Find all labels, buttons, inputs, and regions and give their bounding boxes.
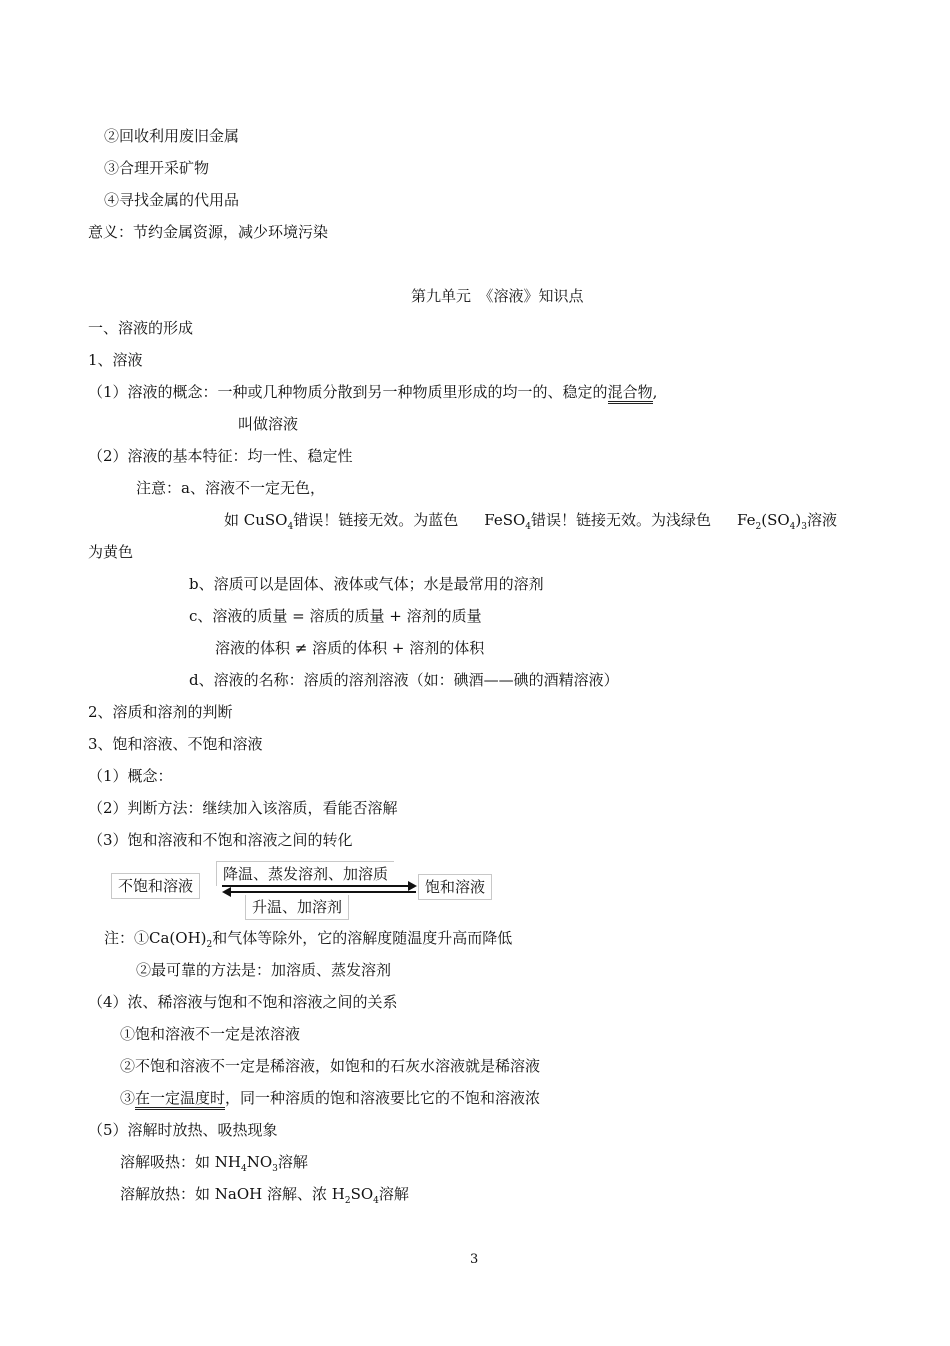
list-item: 溶解放热：如 NaOH 溶解、浓 $H_2SO_4$溶解 — [120, 1185, 409, 1206]
note-item: d、溶液的名称：溶质的溶剂溶液（如：碘酒——碘的酒精溶液） — [189, 671, 619, 689]
definition-continuation: 叫做溶液 — [238, 415, 299, 433]
list-item: ②不饱和溶液不一定是稀溶液，如饱和的石灰水溶液就是稀溶液 — [120, 1057, 541, 1075]
point-line: （2）判断方法：继续加入该溶质，看能否溶解 — [88, 799, 398, 817]
reverse-condition-box: 升温、加溶剂 — [245, 895, 349, 920]
point-line: （3）饱和溶液和不饱和溶液之间的转化 — [88, 831, 353, 849]
example-continuation: 为黄色 — [88, 543, 134, 561]
list-item: ①饱和溶液不一定是浓溶液 — [120, 1025, 301, 1043]
list-item: 溶解吸热：如 $NH_4NO_3$溶解 — [120, 1153, 308, 1174]
unsaturated-box: 不饱和溶液 — [111, 873, 200, 899]
example-line: 如 CuSO$_4$错误！链接无效。为蓝色 FeSO$_4$错误！链接无效。为浅绿色 $Fe_2(SO_4)_3$溶液 — [224, 511, 838, 532]
right-arrow-icon — [408, 881, 417, 891]
note-line: 注：$①Ca(OH)_2$和气体等除外，它的溶解度随温度升高而降低 — [104, 929, 513, 950]
note-item: b、溶质可以是固体、液体或气体；水是最常用的溶剂 — [189, 575, 544, 593]
left-arrow-icon — [222, 887, 231, 897]
note-line: ②最可靠的方法是：加溶质、蒸发溶剂 — [136, 961, 392, 979]
point-line: （1）概念： — [88, 767, 173, 785]
list-item: ③在一定温度时，同一种溶质的饱和溶液要比它的不饱和溶液浓 — [120, 1088, 540, 1108]
section-heading: 2、溶质和溶剂的判断 — [88, 703, 233, 721]
note-item: c、溶液的质量 = 溶质的质量 + 溶剂的质量 — [189, 607, 482, 625]
list-item: ③合理开采矿物 — [104, 159, 210, 177]
section-heading: 一、溶液的形成 — [88, 319, 194, 337]
page-title: 第九单元 《溶液》知识点 — [411, 287, 584, 305]
saturated-box: 饱和溶液 — [418, 874, 492, 900]
definition-line: （1）溶液的概念：一种或几种物质分散到另一种物质里形成的均一的、稳定的混合物, — [88, 382, 657, 402]
feature-line: （2）溶液的基本特征：均一性、稳定性 — [88, 447, 353, 465]
reverse-arrow-line — [230, 891, 416, 893]
underlined-term: 在一定温度时 — [135, 1089, 225, 1110]
significance-line: 意义：节约金属资源，减少环境污染 — [88, 223, 329, 241]
list-item: ②回收利用废旧金属 — [104, 127, 240, 145]
list-item: ④寻找金属的代用品 — [104, 191, 240, 209]
page-number: 3 — [470, 1252, 479, 1267]
point-line: （4）浓、稀溶液与饱和不饱和溶液之间的关系 — [88, 993, 398, 1011]
underlined-term: 混合物 — [608, 383, 653, 404]
point-line: （5）溶解时放热、吸热现象 — [88, 1121, 278, 1139]
note-item: 注意：a、溶液不一定无色， — [136, 479, 325, 497]
subsection-heading: 1、溶液 — [88, 351, 143, 369]
section-heading: 3、饱和溶液、不饱和溶液 — [88, 735, 263, 753]
forward-arrow-line — [222, 885, 410, 887]
note-item: 溶液的体积 ≠ 溶质的体积 + 溶剂的体积 — [215, 639, 485, 657]
forward-condition-box: 降温、蒸发溶剂、加溶质 — [216, 861, 394, 886]
